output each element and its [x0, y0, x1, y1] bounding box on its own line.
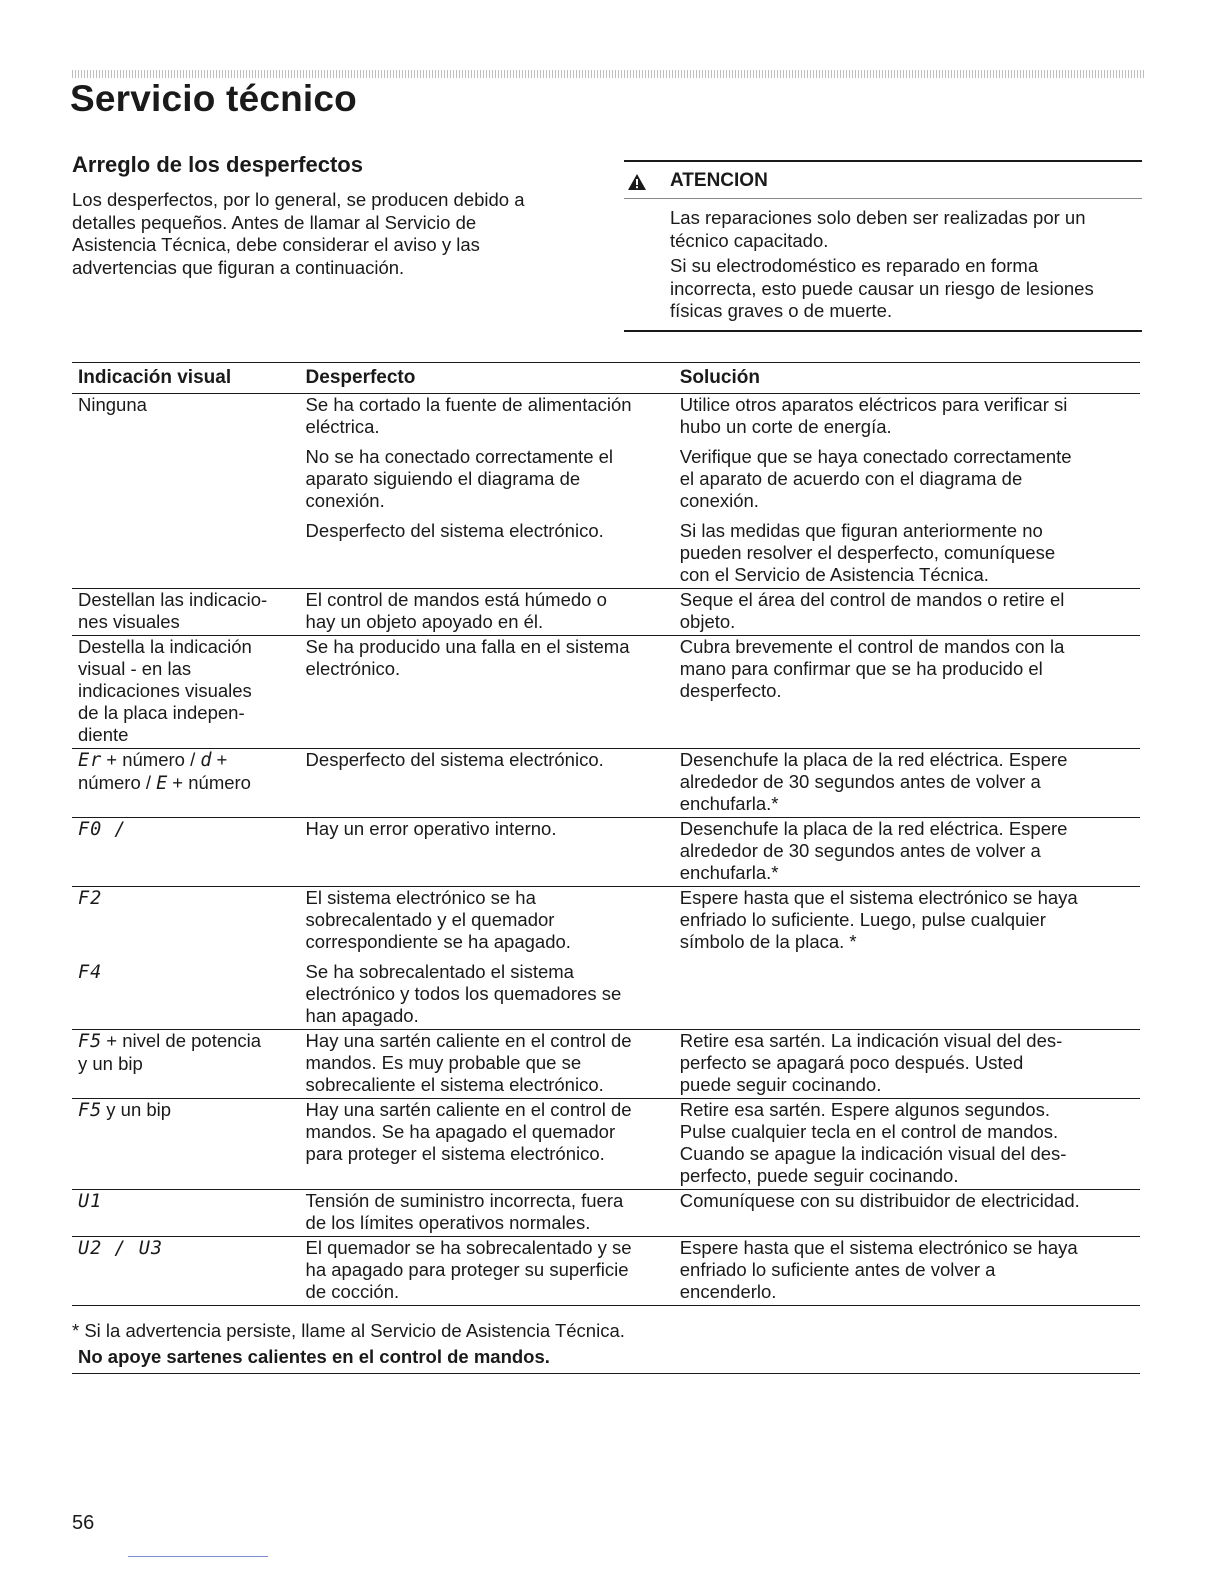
cell-solucion: Desenchufe la placa de la red eléctrica. Espere alrededor de 30 segundos antes de volver a enchufarla.* — [674, 818, 1140, 887]
cell-indicacion — [72, 394, 300, 589]
cell-desperfecto: El control de mandos está húmedo o hay un objeto apoyado en él. — [300, 589, 674, 636]
display-code: F5 — [78, 1100, 103, 1121]
cell-solucion: Retire esa sartén. Espere algunos segundos. Pulse cualquier tecla en el control de mandos. Cuando se apague la indicación visual del des- perfecto, puede seguir cocinando. — [674, 1099, 1140, 1190]
cell-indicacion: Destella la indicación visual - en las indicaciones visuales de la placa indepen- diente — [72, 636, 300, 749]
table-row — [72, 887, 1140, 956]
page-number: 56 — [72, 1512, 95, 1534]
indicacion-text: + nivel de potencia y un bip — [78, 1030, 262, 1074]
cell-desperfecto: Hay una sartén caliente en el control de mandos. Es muy probable que se sobrecaliente el sistema electrónico. — [300, 1030, 674, 1099]
cell-indicacion — [72, 887, 300, 956]
cell-desperfecto: Hay un error operativo interno. — [300, 818, 674, 887]
footer-note: * Si la advertencia persiste, llame al Servicio de Asistencia Técnica. — [72, 1320, 625, 1341]
cell-solucion: Seque el área del control de mandos o retire el objeto. — [674, 589, 1140, 636]
display-code: U1 — [78, 1191, 103, 1212]
table-header-row — [72, 363, 1140, 394]
cell-solucion: Cubra brevemente el control de mandos con la mano para confirmar que se ha producido el desperfecto. — [674, 636, 1140, 749]
cell-desperfecto: No se ha conectado correctamente el aparato siguiendo el diagrama de conexión. — [305, 446, 614, 511]
cell-desperfecto: Hay una sartén caliente en el control de mandos. Se ha apagado el quemador para proteger el sistema electrónico. — [300, 1099, 674, 1190]
table-row — [72, 1190, 1140, 1237]
footer-warning: No apoye sartenes calientes en el control de mandos. — [78, 1346, 550, 1367]
header-desperfecto: Desperfecto — [300, 363, 674, 394]
cell-desperfecto: Se ha cortado la fuente de alimentación eléctrica. — [305, 394, 632, 437]
cell-desperfecto: Se ha sobrecalentado el sistema electrónico y todos los quemadores se han apagado. — [300, 955, 674, 1030]
cell-solucion: Desenchufe la placa de la red eléctrica. Espere alrededor de 30 segundos antes de volver a enchufarla.* — [674, 749, 1140, 818]
corner-decorative-line — [128, 1556, 268, 1557]
section-title: Arreglo de los desperfectos — [72, 152, 363, 177]
cell-solucion: Utilice otros aparatos eléctricos para verificar si hubo un corte de energía. — [679, 394, 1068, 437]
indicacion-text: y un bip — [106, 1099, 172, 1120]
warning-paragraph-1: Las reparaciones solo deben ser realizadas por un técnico capacitado. — [670, 207, 1086, 251]
cell-desperfecto: El quemador se ha sobrecalentado y se ha apagado para proteger su superficie de cocción. — [300, 1237, 674, 1306]
display-code: F4 — [78, 962, 103, 983]
warning-box — [624, 160, 1142, 332]
cell-indicacion — [72, 818, 300, 887]
cell-desperfecto: Se ha producido una falla en el sistema electrónico. — [300, 636, 674, 749]
header-solucion: Solución — [674, 363, 1140, 394]
display-code: Er — [78, 750, 103, 771]
table-row — [72, 589, 1140, 636]
display-code: F2 — [78, 888, 103, 909]
indicacion-text: + número — [172, 772, 251, 793]
cell-desperfecto: Tensión de suministro incorrecta, fuera de los límites operativos normales. — [300, 1190, 674, 1237]
cell-desperfecto: El sistema electrónico se ha sobrecalentado y el quemador correspondiente se ha apagado. — [305, 887, 571, 952]
cell-indicacion: Destellan las indicacio- nes visuales — [72, 589, 300, 636]
indicacion-text: Ninguna — [78, 394, 147, 415]
table-row — [72, 749, 1140, 818]
warning-paragraph-2: Si su electrodoméstico es reparado en forma incorrecta, esto puede causar un riesgo de lesiones físicas graves o de muerte. — [670, 255, 1094, 321]
indicacion-text: + número / — [78, 749, 228, 793]
table-row — [72, 1030, 1140, 1099]
display-code: F0 / — [78, 819, 127, 840]
table-row — [72, 394, 1140, 441]
cell-desperfecto: Desperfecto del sistema electrónico. — [300, 514, 674, 589]
cell-indicacion — [72, 1099, 300, 1190]
cell-desperfecto: Desperfecto del sistema electrónico. — [300, 749, 674, 818]
table-row — [72, 1237, 1140, 1306]
intro-paragraph: Los desperfectos, por lo general, se producen debido a detalles pequeños. Antes de llamar al Servicio de Asistencia Técnica, debe considerar el aviso y las advertencias que figuran a continuación. — [72, 189, 525, 278]
cell-solucion: Espere hasta que el sistema electrónico se haya enfriado lo suficiente. Luego, pulse cualquier símbolo de la placa. * — [674, 887, 1140, 1030]
page-title: Servicio técnico — [70, 78, 357, 119]
warning-title: ATENCION — [670, 170, 768, 191]
cell-solucion: Retire esa sartén. La indicación visual del des- perfecto se apagará poco después. Usted puede seguir cocinando. — [674, 1030, 1140, 1099]
table-row — [72, 818, 1140, 887]
display-code: d — [200, 750, 213, 771]
troubleshooting-table — [72, 362, 1140, 1306]
indicacion-text: + número / — [106, 749, 196, 770]
cell-indicacion — [72, 1237, 300, 1306]
header-indicacion: Indicación visual — [72, 363, 300, 394]
cell-solucion: Si las medidas que figuran anteriormente no pueden resolver el desperfecto, comuníquese con el Servicio de Asistencia Técnica. — [674, 514, 1140, 589]
footer-rule — [72, 1373, 1140, 1374]
cell-solucion: Comuníquese con su distribuidor de electricidad. — [674, 1190, 1140, 1237]
cell-indicacion — [72, 1190, 300, 1237]
display-code: E — [156, 773, 169, 794]
cell-indicacion — [72, 1030, 300, 1099]
cell-solucion: Espere hasta que el sistema electrónico se haya enfriado lo suficiente antes de volver a encenderlo. — [674, 1237, 1140, 1306]
display-code: F5 — [78, 1031, 103, 1052]
table-row — [72, 1099, 1140, 1190]
table-row — [72, 636, 1140, 749]
display-code: U2 / U3 — [78, 1238, 163, 1259]
warning-header — [624, 170, 1142, 199]
cell-indicacion — [72, 955, 300, 1030]
cell-solucion: Verifique que se haya conectado correctamente el aparato de acuerdo con el diagrama de conexión. — [679, 446, 1072, 511]
cell-indicacion — [72, 749, 300, 818]
warning-triangle-icon — [628, 174, 646, 190]
top-decorative-rule — [72, 70, 1144, 78]
